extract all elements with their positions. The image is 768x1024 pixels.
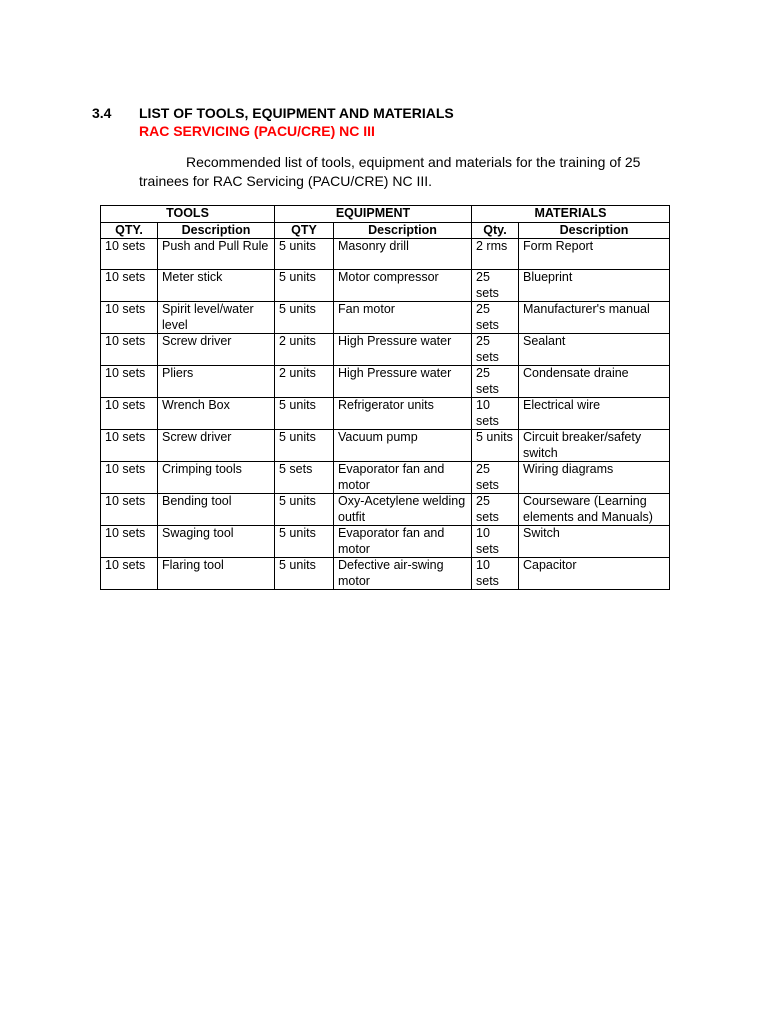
materials-qty-cell: 25 sets xyxy=(472,270,519,302)
tools-description-cell: Crimping tools xyxy=(158,462,275,494)
equipment-qty-cell: 2 units xyxy=(275,366,334,398)
table-row xyxy=(101,398,670,430)
equipment-qty-cell: 5 units xyxy=(275,398,334,430)
tools-qty-cell: 10 sets xyxy=(101,366,158,398)
materials-description-cell: Wiring diagrams xyxy=(519,462,670,494)
tools-equipment-materials-table xyxy=(100,205,670,590)
materials-description-cell: Form Report xyxy=(519,239,670,270)
section-number: 3.4 xyxy=(92,105,112,121)
materials-description-cell: Capacitor xyxy=(519,558,670,590)
column-header: Description xyxy=(519,222,670,239)
group-header-row xyxy=(101,206,670,223)
equipment-description-cell: High Pressure water xyxy=(334,366,472,398)
intro-paragraph: Recommended list of tools, equipment and materials for the training of 25 trainees for RAC Servicing (PACU/CRE) NC III. xyxy=(139,154,641,189)
tools-description-cell: Screw driver xyxy=(158,430,275,462)
materials-description-cell: Courseware (Learning elements and Manuals) xyxy=(519,494,670,526)
materials-qty-cell: 25 sets xyxy=(472,462,519,494)
group-header-equipment: EQUIPMENT xyxy=(275,206,472,223)
equipment-description-cell: Vacuum pump xyxy=(334,430,472,462)
column-header: Description xyxy=(158,222,275,239)
tools-qty-cell: 10 sets xyxy=(101,239,158,270)
column-header-row xyxy=(101,222,670,239)
column-header: QTY. xyxy=(101,222,158,239)
equipment-description-cell: Evaporator fan and motor xyxy=(334,526,472,558)
equipment-qty-cell: 5 sets xyxy=(275,462,334,494)
tools-qty-cell: 10 sets xyxy=(101,558,158,590)
materials-qty-cell: 5 units xyxy=(472,430,519,462)
group-header-tools: TOOLS xyxy=(101,206,275,223)
tools-description-cell: Meter stick xyxy=(158,270,275,302)
section-title: LIST OF TOOLS, EQUIPMENT AND MATERIALS xyxy=(139,105,454,121)
materials-qty-cell: 10 sets xyxy=(472,526,519,558)
table-row xyxy=(101,239,670,270)
materials-description-cell: Condensate draine xyxy=(519,366,670,398)
column-header: Qty. xyxy=(472,222,519,239)
equipment-qty-cell: 5 units xyxy=(275,526,334,558)
equipment-qty-cell: 5 units xyxy=(275,558,334,590)
tools-qty-cell: 10 sets xyxy=(101,494,158,526)
tools-qty-cell: 10 sets xyxy=(101,430,158,462)
tools-description-cell: Spirit level/water level xyxy=(158,302,275,334)
table-row xyxy=(101,558,670,590)
materials-description-cell: Manufacturer's manual xyxy=(519,302,670,334)
tools-qty-cell: 10 sets xyxy=(101,302,158,334)
table-body xyxy=(101,239,670,590)
equipment-qty-cell: 2 units xyxy=(275,334,334,366)
tools-description-cell: Screw driver xyxy=(158,334,275,366)
group-header-materials: MATERIALS xyxy=(472,206,670,223)
table-row xyxy=(101,366,670,398)
table-row xyxy=(101,494,670,526)
materials-description-cell: Blueprint xyxy=(519,270,670,302)
materials-qty-cell: 2 rms xyxy=(472,239,519,270)
tools-qty-cell: 10 sets xyxy=(101,398,158,430)
tools-qty-cell: 10 sets xyxy=(101,462,158,494)
tools-qty-cell: 10 sets xyxy=(101,526,158,558)
tools-description-cell: Push and Pull Rule xyxy=(158,239,275,270)
materials-qty-cell: 10 sets xyxy=(472,398,519,430)
materials-description-cell: Switch xyxy=(519,526,670,558)
materials-description-cell: Sealant xyxy=(519,334,670,366)
equipment-description-cell: Oxy-Acetylene welding outfit xyxy=(334,494,472,526)
table-row xyxy=(101,302,670,334)
table-row xyxy=(101,526,670,558)
materials-description-cell: Electrical wire xyxy=(519,398,670,430)
equipment-qty-cell: 5 units xyxy=(275,270,334,302)
materials-description-cell: Circuit breaker/safety switch xyxy=(519,430,670,462)
equipment-description-cell: Defective air-swing motor xyxy=(334,558,472,590)
equipment-description-cell: Motor compressor xyxy=(334,270,472,302)
equipment-description-cell: Masonry drill xyxy=(334,239,472,270)
equipment-description-cell: Fan motor xyxy=(334,302,472,334)
equipment-description-cell: High Pressure water xyxy=(334,334,472,366)
materials-qty-cell: 10 sets xyxy=(472,558,519,590)
tools-qty-cell: 10 sets xyxy=(101,270,158,302)
materials-qty-cell: 25 sets xyxy=(472,334,519,366)
column-header: Description xyxy=(334,222,472,239)
tools-description-cell: Pliers xyxy=(158,366,275,398)
equipment-description-cell: Evaporator fan and motor xyxy=(334,462,472,494)
section-subtitle: RAC SERVICING (PACU/CRE) NC III xyxy=(139,123,375,139)
section-heading xyxy=(92,104,454,122)
materials-qty-cell: 25 sets xyxy=(472,494,519,526)
tools-description-cell: Wrench Box xyxy=(158,398,275,430)
equipment-qty-cell: 5 units xyxy=(275,494,334,526)
column-header: QTY xyxy=(275,222,334,239)
tools-description-cell: Swaging tool xyxy=(158,526,275,558)
table-row xyxy=(101,430,670,462)
equipment-qty-cell: 5 units xyxy=(275,430,334,462)
equipment-qty-cell: 5 units xyxy=(275,302,334,334)
equipment-description-cell: Refrigerator units xyxy=(334,398,472,430)
equipment-qty-cell: 5 units xyxy=(275,239,334,270)
tools-qty-cell: 10 sets xyxy=(101,334,158,366)
table-row xyxy=(101,334,670,366)
table-row xyxy=(101,270,670,302)
tools-description-cell: Flaring tool xyxy=(158,558,275,590)
materials-qty-cell: 25 sets xyxy=(472,302,519,334)
materials-qty-cell: 25 sets xyxy=(472,366,519,398)
table-row xyxy=(101,462,670,494)
tools-description-cell: Bending tool xyxy=(158,494,275,526)
